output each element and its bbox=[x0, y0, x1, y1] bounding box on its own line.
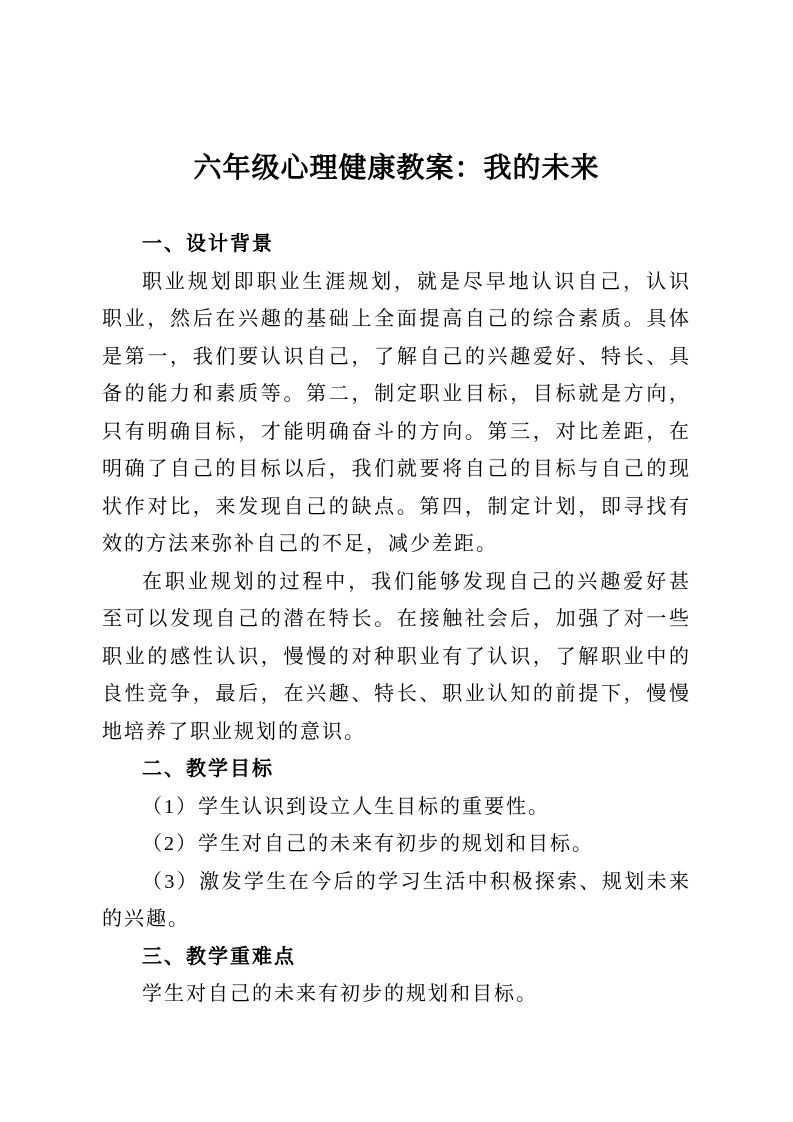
document-title: 六年级心理健康教案：我的未来 bbox=[193, 153, 600, 184]
section-heading-key-difficulties: 三、教学重难点 bbox=[142, 945, 296, 968]
document-body bbox=[102, 226, 691, 1014]
goal-item-3: （3）激发学生在今后的学习生活中积极探索、规划未来的兴趣。 bbox=[102, 870, 691, 930]
goal-item-1: （1）学生认识到设立人生目标的重要性。 bbox=[142, 795, 550, 818]
section-heading-design-background: 一、设计背景 bbox=[142, 233, 274, 255]
paragraph-career-planning-definition: 职业规划即职业生涯规划，就是尽早地认识自己，认识职业，然后在兴趣的基础上全面提高自己的综合素质。具体是第一，我们要认识自己，了解自己的兴趣爱好、特长、具备的能力和素质等。第二，制定职业目标，目标就是方向，只有明确目标，才能明确奋斗的方向。第三，对比差距，在明确了自己的目标以后，我们就要将自己的目标与自己的现状作对比，来发现自己的缺点。第四，制定计划，即寻找有效的方法来弥补自己的不足，减少差距。 bbox=[102, 270, 691, 555]
goal-item-2: （2）学生对自己的未来有初步的规划和目标。 bbox=[142, 833, 594, 855]
section-heading-teaching-goals: 二、教学目标 bbox=[142, 758, 274, 780]
paragraph-key-difficulties: 学生对自己的未来有初步的规划和目标。 bbox=[142, 983, 538, 1005]
paragraph-career-planning-process: 在职业规划的过程中，我们能够发现自己的兴趣爱好甚至可以发现自己的潜在特长。在接触社会后，加强了对一些职业的感性认识，慢慢的对种职业有了认识，了解职业中的良性竞争，最后，在兴趣、特长、职业认知的前提下，慢慢地培养了职业规划的意识。 bbox=[102, 570, 691, 743]
